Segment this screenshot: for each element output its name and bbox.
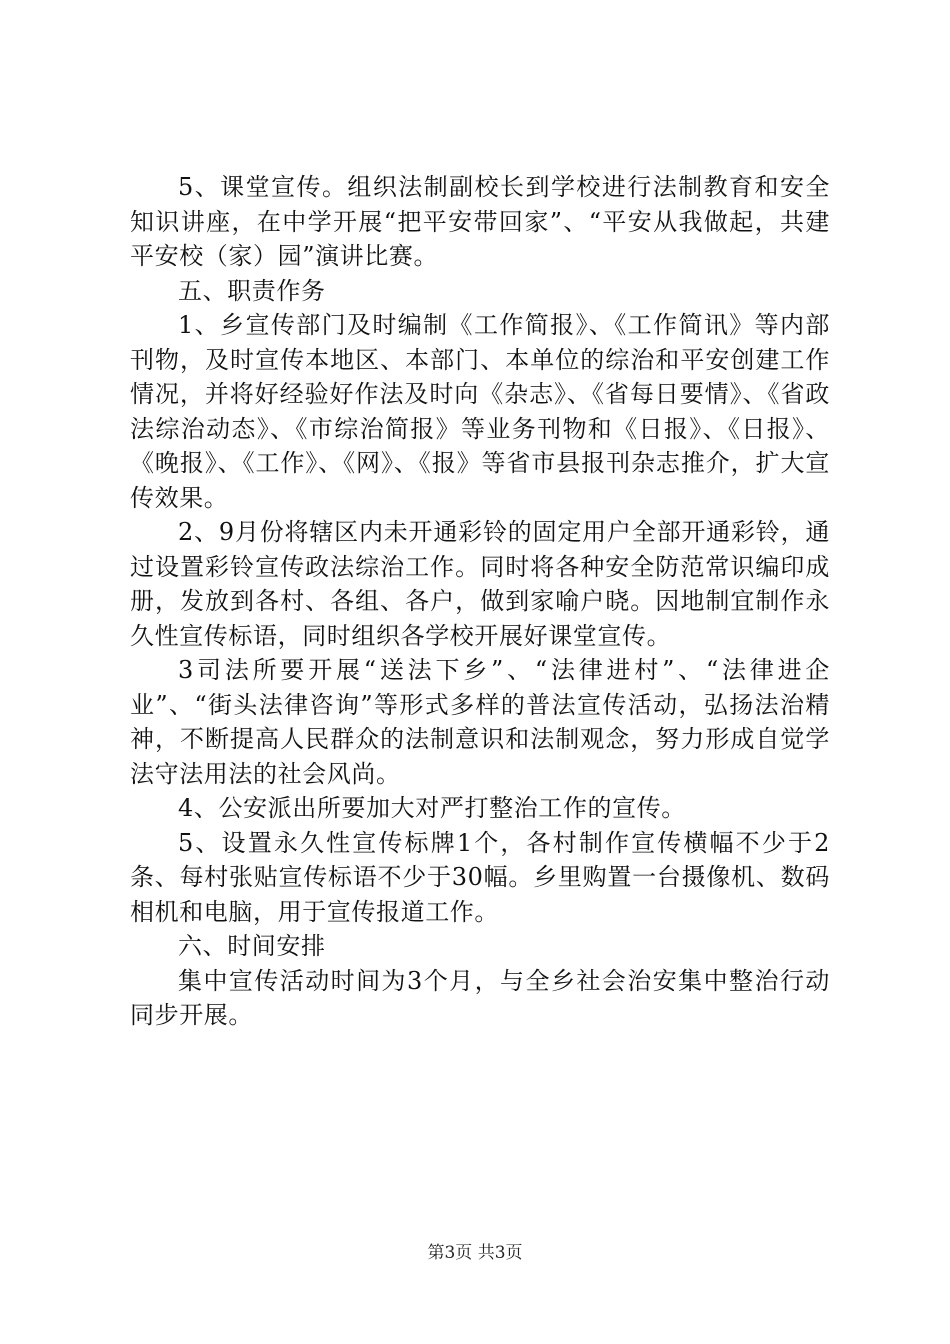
paragraph-publicity-department: 1、乡宣传部门及时编制《工作简报》、《工作简讯》等内部刊物，及时宣传本地区、本部门、本单位的综治和平安创建工作情况，并将好经验好作法及时向《杂志》、《省每日要情》、《省政法综治动态》、《市综治简报》等业务刊物和《日报》、《日报》、《晚报》、《工作》、《网》、《报》等省市县报刊杂志推介，扩大宣传效果。 [130, 311, 830, 512]
section-heading-schedule: 六、时间安排 [178, 932, 326, 960]
page-number-footer: 第3页 共3页 [427, 1243, 523, 1263]
paragraph-judicial-office: 3司法所要开展“送法下乡”、“法律进村”、“法律进企业”、“街头法律咨询”等形式多样的普法宣传活动，弘扬法治精神，不断提高人民群众的法制意识和法制观念，努力形成自觉学法守法用法的社会风尚。 [130, 656, 830, 788]
paragraph-police-station: 4、公安派出所要加大对严打整治工作的宣传。 [178, 794, 686, 822]
paragraph-classroom-publicity: 5、课堂宣传。组织法制副校长到学校进行法制教育和安全知识讲座，在中学开展“把平安带回家”、“平安从我做起，共建平安校（家）园”演讲比赛。 [130, 173, 830, 270]
document-body [130, 170, 830, 1033]
section-heading-responsibilities: 五、职责作务 [178, 276, 326, 305]
paragraph-ringtone-publicity: 2、9月份将辖区内未开通彩铃的固定用户全部开通彩铃，通过设置彩铃宣传政法综治工作。同时将各种安全防范常识编印成册，发放到各村、各组、各户，做到家喻户晓。因地制宜制作永久性宣传标语，同时组织各学校开展好课堂宣传。 [130, 518, 830, 650]
paragraph-signage-equipment: 5、设置永久性宣传标牌1个，各村制作宣传横幅不少于2条、每村张贴宣传标语不少于30幅。乡里购置一台摄像机、数码相机和电脑，用于宣传报道工作。 [130, 828, 830, 926]
paragraph-schedule-detail: 集中宣传活动时间为3个月，与全乡社会治安集中整治行动同步开展。 [130, 966, 830, 1029]
